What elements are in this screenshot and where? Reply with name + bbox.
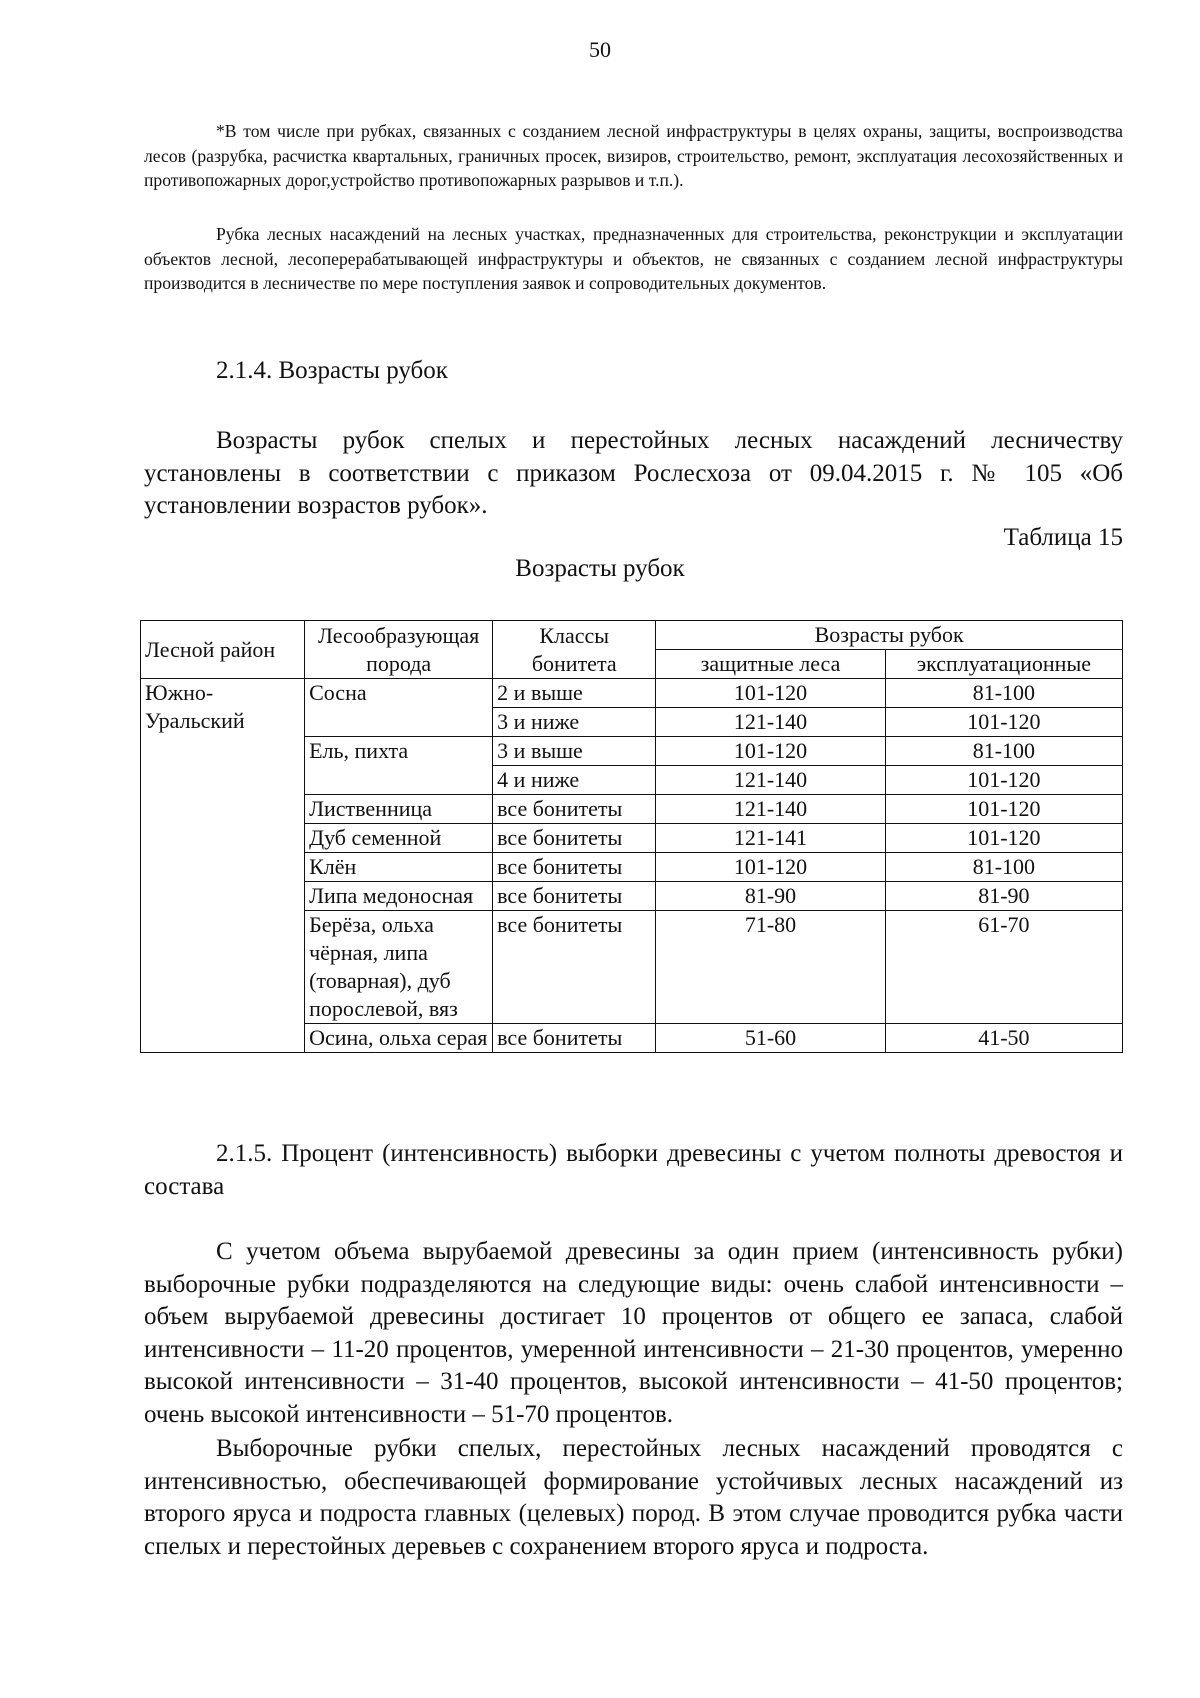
header-protective: защитные леса: [656, 650, 885, 679]
header-species: Лесообразующая порода: [305, 621, 493, 679]
protective-cell: 101-120: [656, 853, 885, 882]
exploitation-cell: 101-120: [885, 795, 1122, 824]
table-caption: Возрасты рубок: [515, 555, 685, 582]
bonitet-cell: все бонитеты: [493, 911, 656, 1024]
protective-cell: 71-80: [656, 911, 885, 1024]
species-cell: Лиственница: [305, 795, 493, 824]
protective-cell: 121-140: [656, 795, 885, 824]
table-number: Таблица 15: [1003, 524, 1123, 551]
species-cell: Сосна: [305, 679, 493, 737]
protective-cell: 101-120: [656, 737, 885, 766]
species-cell: Дуб семенной: [305, 824, 493, 853]
species-cell: Клён: [305, 853, 493, 882]
exploitation-cell: 81-100: [885, 853, 1122, 882]
header-ages: Возрасты рубок: [656, 621, 1123, 650]
exploitation-cell: 81-90: [885, 882, 1122, 911]
cutting-ages-table: [140, 620, 1123, 1053]
species-cell: Осина, ольха серая: [305, 1024, 493, 1053]
protective-cell: 101-120: [656, 679, 885, 708]
protective-cell: 81-90: [656, 882, 885, 911]
section-2-1-5-paragraph-1: С учетом объема вырубаемой древесины за один прием (интенсивность рубки) выборочные рубки подразделяются на следующие виды: очень слабой интенсивности – объем вырубаемой древесины достигает 10 процентов от общего ее запаса, слабой интенсивности – 11-20 процентов, умеренной интенсивности – 21-30 процентов, умеренно высокой интенсивности – 31-40 процентов, высокой интенсивности – 41-50 процентов; очень высокой интенсивности – 51-70 процентов.: [144, 1238, 1123, 1428]
table-row: [141, 679, 1123, 708]
bonitet-cell: все бонитеты: [493, 853, 656, 882]
bonitet-cell: 3 и ниже: [493, 708, 656, 737]
page-number: 50: [589, 37, 611, 62]
exploitation-cell: 61-70: [885, 911, 1122, 1024]
bonitet-cell: 4 и ниже: [493, 766, 656, 795]
section-heading-2-1-5: 2.1.5. Процент (интенсивность) выборки древесины с учетом полноты древостоя и состава: [144, 1140, 1123, 1200]
protective-cell: 121-141: [656, 824, 885, 853]
header-region: Лесной район: [141, 621, 305, 679]
region-cell: Южно-Уральский: [141, 679, 305, 1053]
exploitation-cell: 101-120: [885, 766, 1122, 795]
footnote-paragraph-2: Рубка лесных насаждений на лесных участках, предназначенных для строительства, реконструкции и эксплуатации объектов лесной, лесоперерабатывающей инфраструктуры и объектов, не связанных с созданием лесной инфраструктуры производится в лесничестве по мере поступления заявок и сопроводительных документов.: [144, 224, 1123, 293]
bonitet-cell: все бонитеты: [493, 824, 656, 853]
species-cell: Липа медоносная: [305, 882, 493, 911]
protective-cell: 51-60: [656, 1024, 885, 1053]
footnote-paragraph-1: *В том числе при рубках, связанных с созданием лесной инфраструктуры в целях охраны, защиты, воспроизводства лесов (разрубка, расчистка квартальных, граничных просек, визиров, строительство, ремонт, эксплуатация лесохозяйственных и противопожарных дорог,устройство противопожарных разрывов и т.п.).: [144, 121, 1123, 190]
header-exploitation: эксплуатационные: [885, 650, 1122, 679]
section-2-1-5-paragraph-2: Выборочные рубки спелых, перестойных лесных насаждений проводятся с интенсивностью, обеспечивающей формирование устойчивых лесных насаждений из второго яруса и подроста главных (целевых) пород. В этом случае проводится рубка части спелых и перестойных деревьев с сохранением второго яруса и подроста.: [144, 1435, 1123, 1560]
bonitet-cell: все бонитеты: [493, 1024, 656, 1053]
section-2-1-4-paragraph: Возрасты рубок спелых и перестойных лесных насаждений лесничеству установлены в соответствии с приказом Рослесхоза от 09.04.2015 г. № 105 «Об установлении возрастов рубок».: [144, 427, 1123, 519]
protective-cell: 121-140: [656, 708, 885, 737]
header-bonitet: Классы бонитета: [493, 621, 656, 679]
exploitation-cell: 81-100: [885, 679, 1122, 708]
exploitation-cell: 101-120: [885, 824, 1122, 853]
protective-cell: 121-140: [656, 766, 885, 795]
bonitet-cell: все бонитеты: [493, 795, 656, 824]
species-cell: Ель, пихта: [305, 737, 493, 795]
bonitet-cell: 3 и выше: [493, 737, 656, 766]
exploitation-cell: 81-100: [885, 737, 1122, 766]
bonitet-cell: 2 и выше: [493, 679, 656, 708]
bonitet-cell: все бонитеты: [493, 882, 656, 911]
section-heading-2-1-4: 2.1.4. Возрасты рубок: [216, 357, 448, 384]
exploitation-cell: 41-50: [885, 1024, 1122, 1053]
exploitation-cell: 101-120: [885, 708, 1122, 737]
species-cell: Берёза, ольха чёрная, липа (товарная), дуб порослевой, вяз: [305, 911, 493, 1024]
